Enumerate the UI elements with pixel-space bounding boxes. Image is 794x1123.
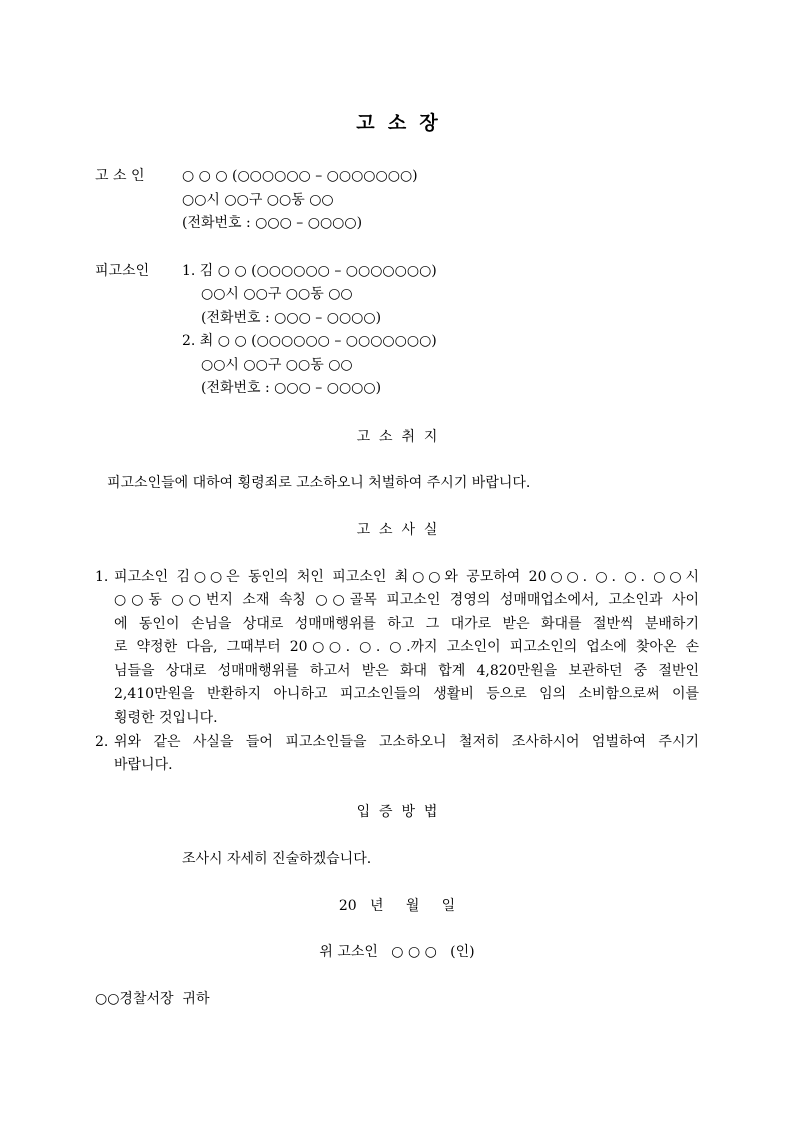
complainant-label: 고 소 인	[95, 168, 145, 184]
purpose-text: 피고소인들에 대하여 횡령죄로 고소하오니 처벌하여 주시기 바랍니다.	[107, 475, 531, 491]
facts-item-2-number: 2.	[95, 734, 109, 750]
accused-1-address: ○○시 ○○구 ○○동 ○○	[201, 286, 353, 302]
complainant-phone: (전화번호 : ○○○ – ○○○○)	[182, 215, 363, 231]
document-title: 고 소 장	[356, 112, 438, 134]
purpose-heading: 고 소 취 지	[356, 429, 438, 445]
accused-1-name-id: 1. 김 ○ ○ (○○○○○○ – ○○○○○○○)	[182, 263, 437, 279]
facts-item-2-line: 바랍니다.	[114, 757, 173, 773]
signature-line: 위 고소인 ○ ○ ○ (인)	[319, 944, 475, 960]
facts-item-1-line: 님들을 상대로 성매매행위를 하고서 받은 화대 합계 4,820만원을 보관하던 중 절반인	[114, 663, 699, 679]
accused-2-phone: (전화번호 : ○○○ – ○○○○)	[201, 380, 382, 396]
complainant-address: ○○시 ○○구 ○○동 ○○	[182, 192, 334, 208]
facts-item-1-line: 횡령한 것입니다.	[114, 710, 218, 726]
facts-item-1-line: 피고소인 김○○은 동인의 처인 피고소인 최○○와 공모하여 20○○. ○. ○. ○○시	[114, 569, 699, 585]
complainant-name-id: ○ ○ ○ (○○○○○○ – ○○○○○○○)	[182, 168, 418, 184]
recipient: ○○경찰서장 귀하	[95, 991, 210, 1007]
accused-2-name-id: 2. 최 ○ ○ (○○○○○○ – ○○○○○○○)	[182, 333, 437, 349]
facts-item-1-line: 로 약정한 다음, 그때부터 20○○. ○. ○.까지 고소인이 피고소인의 업소에 찾아온 손	[114, 639, 699, 655]
facts-item-1-line: ○○동 ○○번지 소재 속칭 ○○골목 피고소인 경영의 성매매업소에서, 고소인과 사이	[114, 592, 699, 608]
evidence-text: 조사시 자세히 진술하겠습니다.	[182, 851, 372, 867]
facts-item-1-line: 2,410만원을 반환하지 아니하고 피고소인들의 생활비 등으로 임의 소비함으로써 이를	[114, 686, 699, 702]
date-line: 20 년 월 일	[338, 898, 456, 914]
facts-item-2-line: 위와 같은 사실을 들어 피고소인들을 고소하오니 철저히 조사하시어 엄벌하여 주시기	[114, 734, 699, 750]
facts-item-1-number: 1.	[95, 569, 109, 585]
accused-label: 피고소인	[95, 263, 150, 279]
accused-1-phone: (전화번호 : ○○○ – ○○○○)	[201, 310, 382, 326]
facts-heading: 고 소 사 실	[356, 522, 438, 538]
accused-2-address: ○○시 ○○구 ○○동 ○○	[201, 357, 353, 373]
facts-item-1-line: 에 동인이 손님을 상대로 성매매행위를 하고 그 대가로 받은 화대를 절반씩 분배하기	[114, 616, 699, 632]
evidence-heading: 입 증 방 법	[356, 804, 438, 820]
